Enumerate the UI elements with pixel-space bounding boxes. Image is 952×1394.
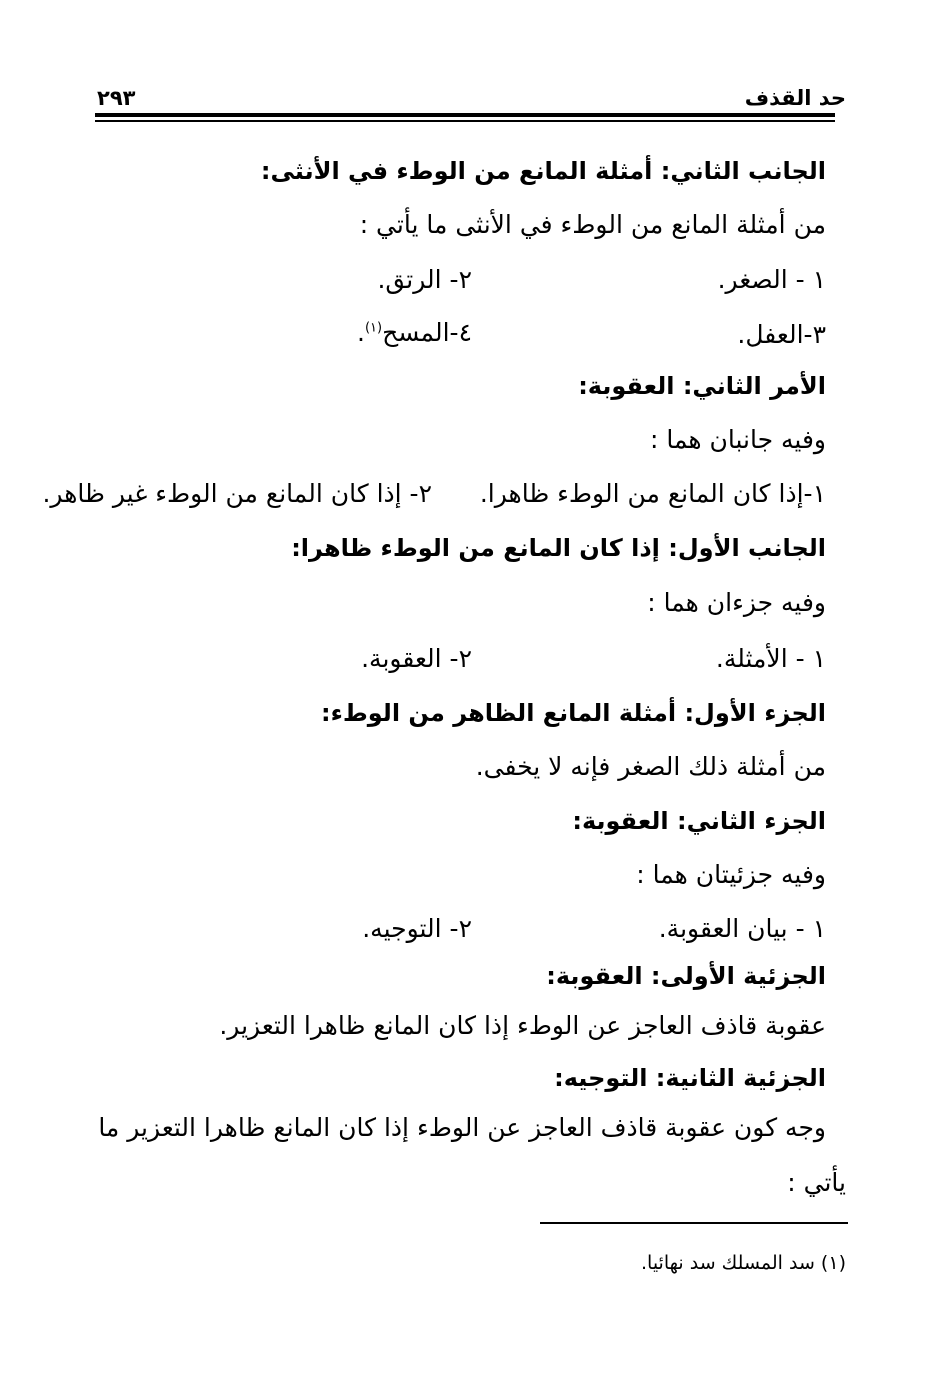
list-item-side-1: ١-إذا كان المانع من الوطء ظاهرا. <box>479 479 826 508</box>
list-item-4-end: . <box>356 318 365 347</box>
heading-matter-two: الأمر الثاني: العقوبة: <box>578 372 826 400</box>
paragraph-justification-line2: يأتي : <box>787 1168 846 1197</box>
paragraph-penalty: عقوبة قاذف العاجز عن الوطء إذا كان المانع ظاهرا التعزير. <box>219 1011 826 1040</box>
list-item-statement: ١ - بيان العقوبة. <box>658 914 826 943</box>
heading-subpart-one: الجزئية الأولى: العقوبة: <box>546 962 826 990</box>
heading-subpart-two: الجزئية الثانية: التوجيه: <box>554 1064 826 1092</box>
running-header-title: حد القذف <box>744 86 846 110</box>
list-item-examples: ١ - الأمثلة. <box>715 644 826 673</box>
paragraph-two-subparts: وفيه جزئيتان هما : <box>636 860 826 889</box>
list-item-3: ٣-العفل. <box>737 320 826 349</box>
heading-part-two: الجزء الثاني: العقوبة: <box>572 807 826 835</box>
paragraph-justification-line1: وجه كون عقوبة قاذف العاجز عن الوطء إذا كان المانع ظاهرا التعزير ما <box>98 1113 826 1142</box>
heading-part-one: الجزء الأول: أمثلة المانع الظاهر من الوطء: <box>320 699 826 727</box>
paragraph-example: من أمثلة ذلك الصغر فإنه لا يخفى. <box>475 752 826 781</box>
header-rule-thin <box>95 120 835 122</box>
list-item-justification: ٢- التوجيه. <box>362 914 472 943</box>
list-item-1: ١ - الصغر. <box>717 265 826 294</box>
header-rule-thick <box>95 113 835 117</box>
list-item-penalty: ٢- العقوبة. <box>361 644 472 673</box>
heading-side-one: الجانب الأول: إذا كان المانع من الوطء ظاهرا: <box>291 534 826 562</box>
footnote-separator <box>540 1222 848 1224</box>
list-item-side-2: ٢- إذا كان المانع من الوطء غير ظاهر. <box>42 479 432 508</box>
heading-side-two: الجانب الثاني: أمثلة المانع من الوطء في الأنثى: <box>260 157 826 185</box>
list-item-2: ٢- الرتق. <box>377 265 472 294</box>
footnote-ref: (١) <box>364 320 383 336</box>
list-item-4 <box>357 318 472 347</box>
footnote: (١) سد المسلك سد نهائيا. <box>641 1252 846 1274</box>
paragraph-two-sides: وفيه جانبان هما : <box>649 425 826 454</box>
paragraph-intro: من أمثلة المانع من الوطء في الأنثى ما يأتي : <box>359 210 826 239</box>
paragraph-two-parts: وفيه جزءان هما : <box>647 588 826 617</box>
page-number: ٢٩٣ <box>97 86 136 110</box>
list-item-4-text: ٤-المسح <box>382 318 472 347</box>
